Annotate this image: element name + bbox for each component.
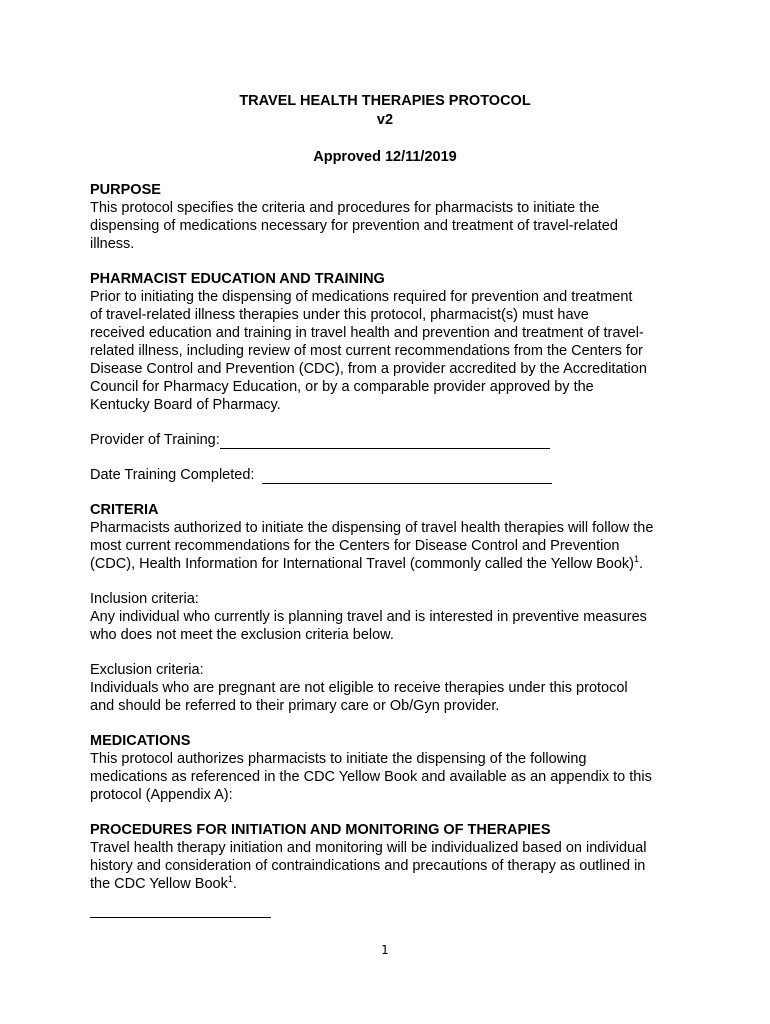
purpose-section — [90, 181, 690, 253]
procedures-last-line-end: . — [232, 876, 237, 892]
criteria-line: most current recommendations for the Centers for Disease Control and Prevention — [90, 538, 620, 554]
purpose-line: illness. — [90, 236, 135, 252]
education-line: related illness, including review of most current recommendations from the Centers for — [90, 343, 643, 359]
medications-line: This protocol authorizes pharmacists to initiate the dispensing of the following — [90, 751, 587, 767]
document-version: v2 — [376, 112, 394, 128]
provider-field-row — [90, 431, 690, 449]
section-heading-criteria: CRITERIA — [90, 502, 159, 518]
criteria-line — [90, 555, 690, 573]
criteria-last-line-end: . — [639, 556, 644, 572]
procedures-line: history and consideration of contraindications and precautions of therapy as outlined in — [90, 858, 646, 874]
section-heading-education: PHARMACIST EDUCATION AND TRAINING — [90, 271, 385, 287]
education-section — [90, 270, 690, 484]
criteria-line: Pharmacists authorized to initiate the dispensing of travel health therapies will follow the — [90, 520, 654, 536]
exclusion-label: Exclusion criteria: — [90, 662, 204, 678]
date-field-row — [90, 466, 690, 484]
criteria-last-line: (CDC), Health Information for International Travel (commonly called the Yellow Book) — [90, 556, 634, 572]
inclusion-label: Inclusion criteria: — [90, 591, 199, 607]
footnote-divider — [90, 917, 271, 918]
education-line: of travel-related illness therapies under this protocol, pharmacist(s) must have — [90, 307, 589, 323]
purpose-line: dispensing of medications necessary for prevention and treatment of travel-related — [90, 218, 618, 234]
education-line: received education and training in travel health and prevention and treatment of travel- — [90, 325, 644, 341]
section-heading-procedures: PROCEDURES FOR INITIATION AND MONITORING OF THERAPIES — [90, 822, 551, 838]
provider-of-training-field[interactable] — [220, 433, 550, 449]
date-training-completed-field[interactable] — [262, 468, 552, 484]
education-line: Council for Pharmacy Education, or by a comparable provider approved by the — [90, 379, 594, 395]
procedures-section — [90, 821, 690, 893]
education-line: Kentucky Board of Pharmacy. — [90, 397, 281, 413]
exclusion-line: and should be referred to their primary care or Ob/Gyn provider. — [90, 698, 500, 714]
page-number: 1 — [381, 943, 389, 957]
medications-line: medications as referenced in the CDC Yellow Book and available as an appendix to this — [90, 769, 652, 785]
document-body — [90, 181, 690, 893]
exclusion-line: Individuals who are pregnant are not eligible to receive therapies under this protocol — [90, 680, 628, 696]
procedures-line: Travel health therapy initiation and monitoring will be individualized based on individual — [90, 840, 647, 856]
medications-line: protocol (Appendix A): — [90, 787, 233, 803]
section-heading-purpose: PURPOSE — [90, 182, 161, 198]
date-training-completed-label: Date Training Completed: — [90, 467, 255, 483]
education-line: Disease Control and Prevention (CDC), from a provider accredited by the Accreditation — [90, 361, 647, 377]
document-title: TRAVEL HEALTH THERAPIES PROTOCOL — [239, 93, 531, 109]
procedures-last-line: the CDC Yellow Book — [90, 876, 228, 892]
inclusion-line: who does not meet the exclusion criteria below. — [90, 627, 394, 643]
medications-section — [90, 732, 690, 804]
approval-date: Approved 12/11/2019 — [313, 149, 457, 165]
inclusion-line: Any individual who currently is planning travel and is interested in preventive measures — [90, 609, 647, 625]
criteria-section — [90, 501, 690, 715]
footnote-ref: 1 — [227, 874, 233, 885]
section-heading-medications: MEDICATIONS — [90, 733, 191, 749]
procedures-line — [90, 875, 690, 893]
purpose-line: This protocol specifies the criteria and procedures for pharmacists to initiate the — [90, 200, 600, 216]
title-block — [0, 92, 770, 167]
footnote-ref: 1 — [634, 554, 640, 565]
provider-of-training-label: Provider of Training: — [90, 432, 220, 448]
education-line: Prior to initiating the dispensing of medications required for prevention and treatment — [90, 289, 633, 305]
